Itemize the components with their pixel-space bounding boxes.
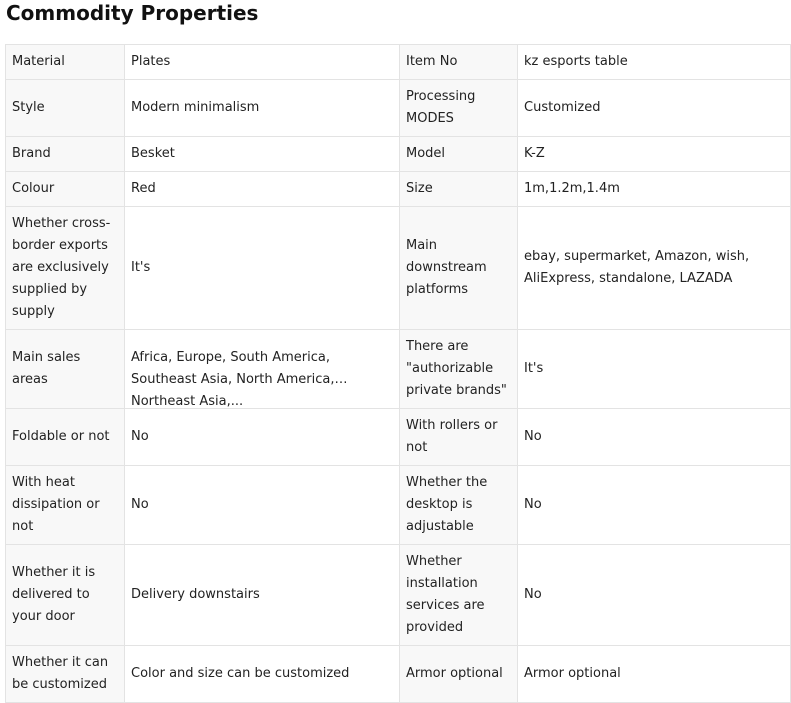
property-label: Colour	[6, 172, 125, 207]
property-label: Whether cross-border exports are exclusively supplied by supply	[6, 207, 125, 330]
table-row	[6, 409, 791, 466]
property-value-text: Africa, Europe, South America, Southeast Asia, North America, Northeast Asia,...	[131, 350, 335, 409]
property-label: Armor optional	[400, 646, 518, 703]
property-label: Whether it is delivered to your door	[6, 545, 125, 646]
page-title: Commodity Properties	[6, 1, 259, 25]
property-label: There are "authorizable private brands"	[400, 330, 518, 409]
table-row	[6, 207, 791, 330]
property-value: No	[518, 545, 791, 646]
property-value: Color and size can be customized	[125, 646, 400, 703]
table-row	[6, 80, 791, 137]
property-value: Besket	[125, 137, 400, 172]
property-label: Model	[400, 137, 518, 172]
property-label: Whether the desktop is adjustable	[400, 466, 518, 545]
table-row	[6, 137, 791, 172]
property-label: Whether it can be customized	[6, 646, 125, 703]
property-value	[125, 330, 400, 409]
table-row	[6, 45, 791, 80]
property-value: 1m,1.2m,1.4m	[518, 172, 791, 207]
property-value: It's	[518, 330, 791, 409]
property-label: Main downstream platforms	[400, 207, 518, 330]
property-value: kz esports table	[518, 45, 791, 80]
property-value: It's	[125, 207, 400, 330]
property-value: No	[518, 466, 791, 545]
property-value: ebay, supermarket, Amazon, wish, AliExpress, standalone, LAZADA	[518, 207, 791, 330]
property-label: Item No	[400, 45, 518, 80]
property-value: No	[125, 409, 400, 466]
property-label: Whether installation services are provided	[400, 545, 518, 646]
commodity-properties-table	[5, 44, 791, 703]
table-row	[6, 646, 791, 703]
table-row	[6, 466, 791, 545]
property-label: With heat dissipation or not	[6, 466, 125, 545]
property-value: Customized	[518, 80, 791, 137]
property-value: Delivery downstairs	[125, 545, 400, 646]
property-label: Size	[400, 172, 518, 207]
property-label: Brand	[6, 137, 125, 172]
property-value: No	[518, 409, 791, 466]
property-label: Style	[6, 80, 125, 137]
property-label: Processing MODES	[400, 80, 518, 137]
table-row	[6, 545, 791, 646]
property-value: Plates	[125, 45, 400, 80]
property-value: No	[125, 466, 400, 545]
property-value: Modern minimalism	[125, 80, 400, 137]
property-label: Material	[6, 45, 125, 80]
property-label: Main sales areas	[6, 330, 125, 409]
property-value: K-Z	[518, 137, 791, 172]
table-row	[6, 172, 791, 207]
property-value: Armor optional	[518, 646, 791, 703]
property-value: Red	[125, 172, 400, 207]
property-label: With rollers or not	[400, 409, 518, 466]
table-row	[6, 330, 791, 409]
property-label: Foldable or not	[6, 409, 125, 466]
